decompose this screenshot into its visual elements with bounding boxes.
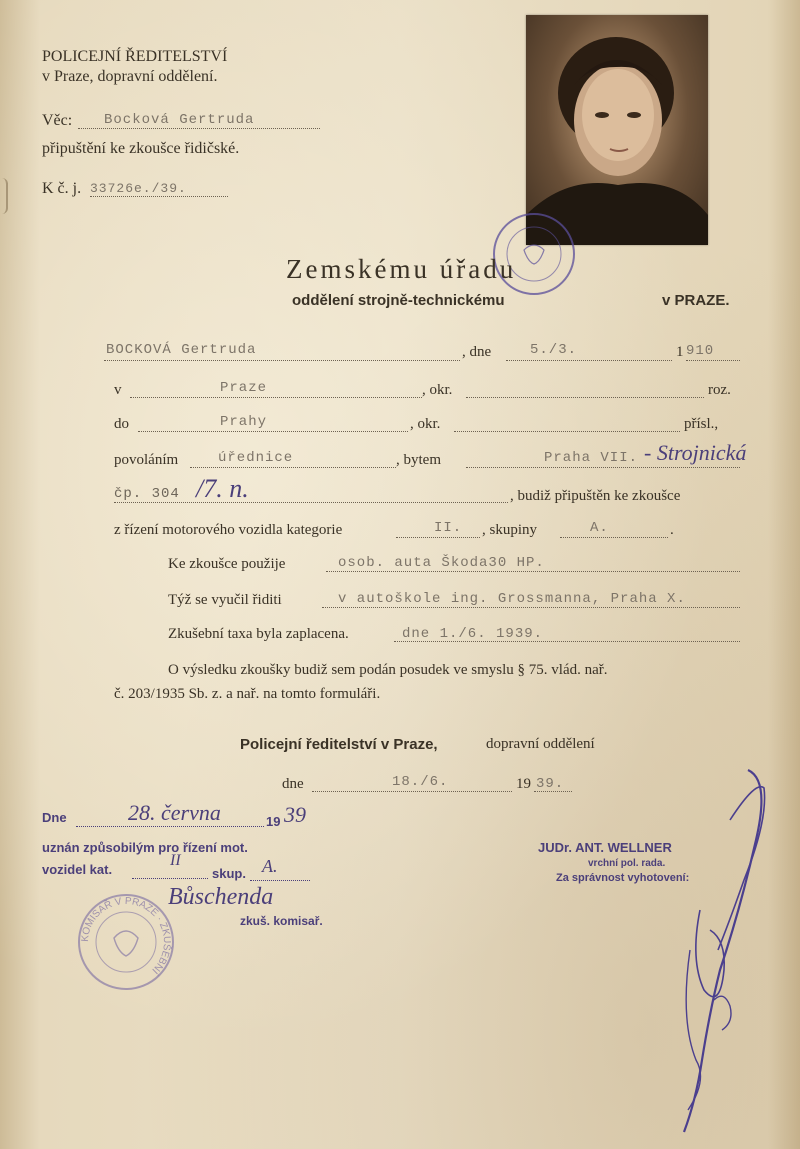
group-value: A.: [590, 520, 609, 536]
result-text-line1: O výsledku zkoušky budiž sem podán posudek ve smyslu § 75. vlád. nař.: [168, 662, 608, 678]
group-underline: [560, 537, 668, 538]
sign-date: 18./6.: [392, 774, 449, 790]
exam-date-handwritten: 28. června: [128, 800, 221, 825]
category-label: z řízení motorového vozidla kategorie: [114, 522, 343, 538]
addressee-department: oddělení strojně-technickému: [292, 292, 505, 309]
authority-name: Policejní ředitelství v Praze,: [240, 736, 438, 753]
birth-date: 5./3.: [530, 342, 578, 358]
cp-underline: [114, 502, 508, 503]
kcj-label: K č. j.: [42, 180, 82, 197]
okr2-underline: [454, 431, 680, 432]
examiner-signature: Bůschenda: [168, 884, 274, 910]
birth-year: 910: [686, 343, 715, 359]
v-label: v: [114, 382, 122, 398]
vec-label: Věc:: [42, 112, 73, 129]
official-name: JUDr. ANT. WELLNER: [538, 840, 672, 855]
name-underline: [104, 360, 460, 361]
exam-skup-value: A.: [262, 856, 278, 876]
povolanim-label: povoláním: [114, 452, 179, 468]
cp-prefix: čp. 304: [114, 486, 180, 502]
exam-kat-value: II: [170, 852, 181, 869]
year-underline: [686, 360, 740, 361]
vehicle-value: osob. auta Škoda30 HP.: [338, 555, 545, 571]
exam-skup-underline: [250, 880, 310, 881]
school-label: Týž se vyučil řiditi: [168, 592, 282, 608]
exam-year-prefix: 19: [266, 814, 281, 829]
prisl-label: přísl.,: [684, 416, 719, 432]
kcj-underline: [90, 196, 228, 197]
addressee-city: v PRAZE.: [662, 292, 730, 309]
skupiny-label: , skupiny: [482, 522, 538, 538]
subject-line: připuštění ke zkoušce řidičské.: [42, 140, 240, 157]
dne-label: , dne: [462, 344, 492, 360]
vehicle-label: Ke zkoušce použije: [168, 556, 286, 572]
addressee-title: Zemskému úřadu: [286, 254, 517, 284]
office-department: v Praze, dopravní oddělení.: [42, 68, 218, 85]
category-underline: [396, 537, 480, 538]
budiz-label: , budiž připuštěn ke zkoušce: [510, 488, 681, 504]
vec-value: Bocková Gertruda: [104, 112, 255, 128]
official-title: vrchní pol. rada.: [588, 858, 666, 869]
occupation-underline: [190, 467, 396, 468]
applicant-name: BOCKOVÁ Gertruda: [106, 342, 257, 358]
year-prefix: 1: [676, 344, 684, 360]
vec-underline: [78, 128, 320, 129]
bytem-label: , bytem: [396, 452, 441, 468]
kcj-value: 33726e./39.: [90, 181, 187, 196]
row6-end-dot: .: [670, 522, 674, 538]
fee-date: dne 1./6. 1939.: [402, 626, 544, 642]
result-text-line2: č. 203/1935 Sb. z. a nař. na tomto formuláři.: [114, 686, 381, 702]
domicile: Prahy: [220, 414, 268, 430]
residence-underline: [466, 467, 740, 468]
birthdate-underline: [506, 360, 672, 361]
examiner-role: zkuš. komisař.: [240, 914, 323, 928]
exam-date-underline: [76, 826, 264, 827]
sign-year: 39.: [536, 776, 565, 792]
exam-year-handwritten: 39: [284, 802, 306, 827]
domicile-underline: [138, 431, 408, 432]
signature-icon: [660, 760, 770, 1140]
do-label: do: [114, 416, 129, 432]
fee-label: Zkušební taxa byla zaplacena.: [168, 626, 349, 642]
exam-result-line: uznán způsobilým pro řízení mot.: [42, 840, 248, 855]
roz-label: roz.: [708, 382, 731, 398]
okr2-label: , okr.: [410, 416, 441, 432]
commissioner-round-stamp: [76, 892, 176, 992]
birth-place: Praze: [220, 380, 268, 396]
exam-dne-label: Dne: [42, 810, 67, 825]
occupation: úřednice: [218, 450, 294, 466]
round-seal-icon: [76, 892, 176, 992]
exam-skup-label: skup.: [212, 866, 246, 881]
category-value: II.: [434, 520, 463, 536]
residence: Praha VII.: [544, 450, 639, 466]
office-name: POLICEJNÍ ŘEDITELSTVÍ: [42, 48, 228, 65]
exam-kat-underline: [132, 878, 208, 879]
sign-year-prefix: 19: [516, 776, 531, 792]
cp-handwritten: /7. n.: [196, 474, 249, 503]
binding-hole: [0, 178, 8, 214]
official-signature: [660, 760, 770, 1140]
school-value: v autoškole ing. Grossmanna, Praha X.: [338, 591, 686, 607]
exam-vozidel-label: vozidel kat.: [42, 862, 113, 877]
okr-underline: [466, 397, 704, 398]
sign-dne-label: dne: [282, 776, 304, 792]
okr-label: , okr.: [422, 382, 453, 398]
vehicle-underline: [326, 571, 740, 572]
school-underline: [322, 607, 740, 608]
authority-department: dopravní oddělení: [486, 736, 595, 752]
round-stamp-text: KOMISAŘ V PRAZE · ZKUŠEBNÍ: [79, 895, 173, 976]
street-handwritten: - Strojnická: [644, 440, 747, 465]
sign-date-underline: [312, 791, 512, 792]
birthplace-underline: [130, 397, 422, 398]
official-note: Za správnost vyhotovení:: [556, 872, 690, 884]
